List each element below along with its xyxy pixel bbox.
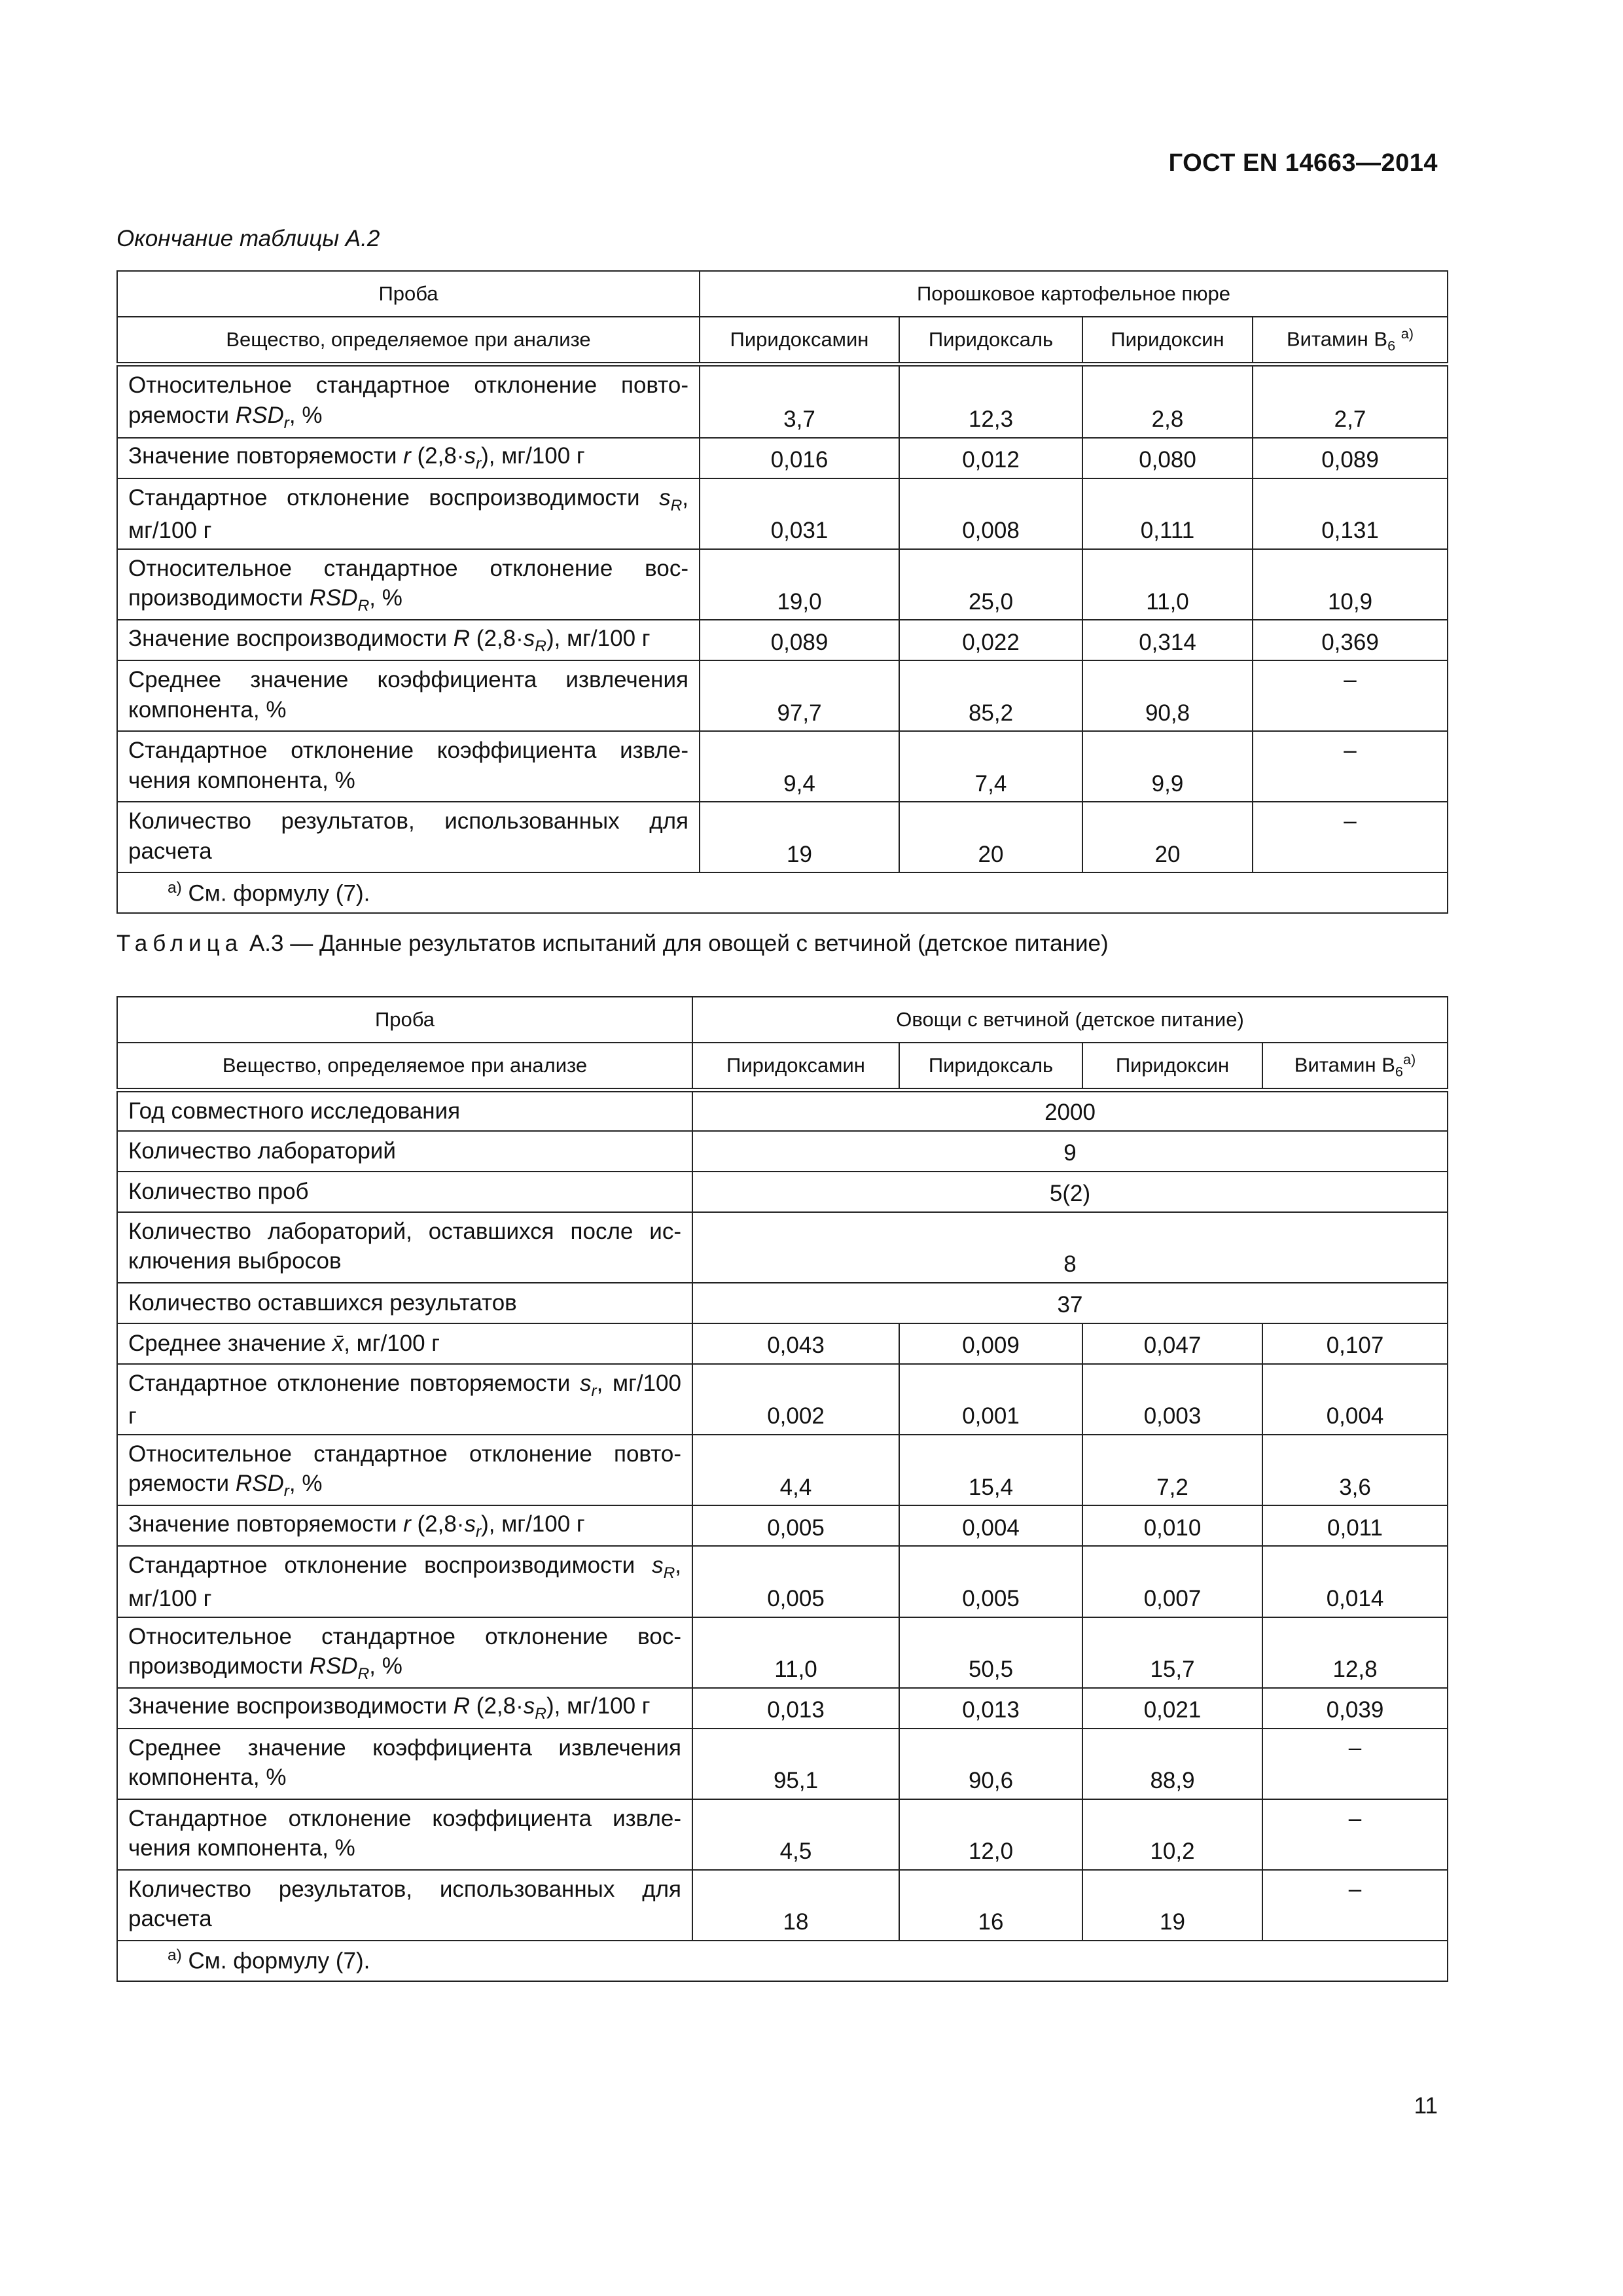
row-label: Значение воспроизводимости R $(2,8\cdot s_R)$, мг/100 г <box>117 620 700 660</box>
row-label: Среднее значение коэффициента извлечения компонента, % <box>117 660 700 731</box>
table-row <box>117 478 1448 549</box>
table-row <box>117 660 1448 731</box>
table-row <box>117 1323 1448 1364</box>
cell-value: 0,012 <box>899 438 1082 478</box>
cell-value: 0,107 <box>1262 1323 1448 1364</box>
row-label: Стандартное отклонение повторяемости $s_r$, мг/100 г <box>117 1364 692 1435</box>
cell-value: 12,0 <box>899 1799 1082 1870</box>
row-label: Количество результатов, использованных для расчета <box>117 802 700 872</box>
table-row <box>117 549 1448 620</box>
row-label: Значение повторяемости r $(2,8\cdot s_r)$, мг/100 г <box>117 438 700 478</box>
cell-value: 0,111 <box>1082 478 1253 549</box>
row-label: Количество оставшихся результатов <box>117 1283 692 1323</box>
table-row <box>117 1364 1448 1435</box>
table-footnote-row <box>117 1941 1448 1981</box>
cell-value: 0,016 <box>700 438 899 478</box>
row-label: Количество лабораторий, оставшихся после ис-ключения выбросов <box>117 1212 692 1283</box>
row-label: Количество лабораторий <box>117 1131 692 1172</box>
header-sample-label: Проба <box>117 997 692 1043</box>
cell-value: 0,004 <box>899 1505 1082 1546</box>
cell-value: 12,8 <box>1262 1617 1448 1688</box>
cell-value: 37 <box>692 1283 1448 1323</box>
table-row <box>117 1212 1448 1283</box>
cell-value: 20 <box>899 802 1082 872</box>
cell-value: – <box>1253 731 1448 802</box>
cell-value: 0,089 <box>1253 438 1448 478</box>
cell-value: 90,6 <box>899 1729 1082 1799</box>
cell-value: 10,2 <box>1082 1799 1262 1870</box>
cell-value: – <box>1262 1729 1448 1799</box>
row-label: Стандартное отклонение коэффициента извле-чения компонента, % <box>117 731 700 802</box>
cell-value: 10,9 <box>1253 549 1448 620</box>
cell-value: 4,5 <box>692 1799 899 1870</box>
table-row <box>117 1283 1448 1323</box>
cell-value: 5(2) <box>692 1172 1448 1212</box>
cell-value: 4,4 <box>692 1435 899 1505</box>
cell-value: 25,0 <box>899 549 1082 620</box>
cell-value: 9,4 <box>700 731 899 802</box>
cell-value: 12,3 <box>899 365 1082 438</box>
row-label: Стандартное отклонение воспроизводимости $s_R$, мг/100 г <box>117 1546 692 1617</box>
cell-value: 11,0 <box>692 1617 899 1688</box>
cell-value: – <box>1262 1799 1448 1870</box>
table-row <box>117 1172 1448 1212</box>
table-a3-header-row-sample <box>117 997 1448 1043</box>
cell-value: 0,004 <box>1262 1364 1448 1435</box>
header-sample-label: Проба <box>117 271 700 317</box>
column-vitamin-b6: Витамин $B_6$ $^{a)}$ <box>1253 317 1448 365</box>
cell-value: 2,8 <box>1082 365 1253 438</box>
cell-value: 0,039 <box>1262 1688 1448 1729</box>
table-a2-caption: Окончание таблицы А.2 <box>116 226 380 251</box>
cell-value: 19 <box>1082 1870 1262 1941</box>
table-row <box>117 1131 1448 1172</box>
column-pyridoxine: Пиридоксин <box>1082 1043 1262 1090</box>
cell-value: 0,021 <box>1082 1688 1262 1729</box>
cell-value: 0,008 <box>899 478 1082 549</box>
row-label: Относительное стандартное отклонение вос-производимости $RSD_R$, % <box>117 549 700 620</box>
cell-value: – <box>1253 660 1448 731</box>
cell-value: 7,4 <box>899 731 1082 802</box>
cell-value: 0,011 <box>1262 1505 1448 1546</box>
cell-value: 0,047 <box>1082 1323 1262 1364</box>
table-row <box>117 1799 1448 1870</box>
cell-value: – <box>1262 1870 1448 1941</box>
cell-value: 85,2 <box>899 660 1082 731</box>
table-row <box>117 438 1448 478</box>
cell-value: 11,0 <box>1082 549 1253 620</box>
row-label: Стандартное отклонение воспроизводимости $s_R$, мг/100 г <box>117 478 700 549</box>
cell-value: 0,089 <box>700 620 899 660</box>
cell-value: 0,005 <box>692 1505 899 1546</box>
cell-value: 97,7 <box>700 660 899 731</box>
row-label: Количество результатов, использованных для расчета <box>117 1870 692 1941</box>
cell-value: 3,7 <box>700 365 899 438</box>
row-label: Количество проб <box>117 1172 692 1212</box>
cell-value: 16 <box>899 1870 1082 1941</box>
cell-value: 7,2 <box>1082 1435 1262 1505</box>
header-sample-name: Порошковое картофельное пюре <box>700 271 1448 317</box>
cell-value: 0,005 <box>692 1546 899 1617</box>
cell-value: 20 <box>1082 802 1253 872</box>
cell-value: 9 <box>692 1131 1448 1172</box>
cell-value: 18 <box>692 1870 899 1941</box>
table-row <box>117 802 1448 872</box>
table-row <box>117 1617 1448 1688</box>
cell-value: 3,6 <box>1262 1435 1448 1505</box>
header-analyte-label: Вещество, определяемое при анализе <box>117 317 700 365</box>
table-a3-caption: Таблица А.3 — Данные результатов испытаний для овощей с ветчиной (детское питание) <box>116 931 1109 956</box>
column-pyridoxamine: Пиридоксамин <box>692 1043 899 1090</box>
cell-value: – <box>1253 802 1448 872</box>
cell-value: 15,4 <box>899 1435 1082 1505</box>
table-row <box>117 1546 1448 1617</box>
column-vitamin-b6: Витамин $B_6^{a)}$ <box>1262 1043 1448 1090</box>
row-label: Значение воспроизводимости R $(2,8\cdot s_R)$, мг/100 г <box>117 1688 692 1729</box>
column-pyridoxal: Пиридоксаль <box>899 1043 1082 1090</box>
header-analyte-label: Вещество, определяемое при анализе <box>117 1043 692 1090</box>
table-row <box>117 1435 1448 1505</box>
cell-value: 0,002 <box>692 1364 899 1435</box>
cell-value: 0,031 <box>700 478 899 549</box>
row-label: Стандартное отклонение коэффициента извле-чения компонента, % <box>117 1799 692 1870</box>
row-label: Год совместного исследования <box>117 1090 692 1131</box>
cell-value: 0,003 <box>1082 1364 1262 1435</box>
table-row <box>117 1870 1448 1941</box>
cell-value: 0,022 <box>899 620 1082 660</box>
cell-value: 0,043 <box>692 1323 899 1364</box>
table-footnote: $^{а)}$ См. формулу (7). <box>117 1941 1448 1981</box>
table-row <box>117 1505 1448 1546</box>
column-pyridoxine: Пиридоксин <box>1082 317 1253 365</box>
cell-value: 0,007 <box>1082 1546 1262 1617</box>
cell-value: 0,009 <box>899 1323 1082 1364</box>
cell-value: 0,131 <box>1253 478 1448 549</box>
table-a2-header-row-analyte <box>117 317 1448 365</box>
cell-value: 90,8 <box>1082 660 1253 731</box>
table-a2 <box>116 270 1448 914</box>
cell-value: 0,001 <box>899 1364 1082 1435</box>
cell-value: 2000 <box>692 1090 1448 1131</box>
table-a3-header-row-analyte <box>117 1043 1448 1090</box>
cell-value: 0,010 <box>1082 1505 1262 1546</box>
cell-value: 0,080 <box>1082 438 1253 478</box>
header-sample-name: Овощи с ветчиной (детское питание) <box>692 997 1448 1043</box>
cell-value: 19,0 <box>700 549 899 620</box>
column-pyridoxamine: Пиридоксамин <box>700 317 899 365</box>
row-label: Среднее значение x̄, мг/100 г <box>117 1323 692 1364</box>
table-a2-header-row-sample <box>117 271 1448 317</box>
cell-value: 88,9 <box>1082 1729 1262 1799</box>
table-row <box>117 365 1448 438</box>
column-pyridoxal: Пиридоксаль <box>899 317 1082 365</box>
cell-value: 2,7 <box>1253 365 1448 438</box>
table-row <box>117 1090 1448 1131</box>
row-label: Среднее значение коэффициента извлечения компонента, % <box>117 1729 692 1799</box>
table-row <box>117 1688 1448 1729</box>
table-row <box>117 731 1448 802</box>
cell-value: 0,013 <box>692 1688 899 1729</box>
cell-value: 95,1 <box>692 1729 899 1799</box>
page-number: 11 <box>1414 2093 1438 2119</box>
cell-value: 0,013 <box>899 1688 1082 1729</box>
cell-value: 50,5 <box>899 1617 1082 1688</box>
cell-value: 0,314 <box>1082 620 1253 660</box>
row-label: Относительное стандартное отклонение повто-ряемости $RSD_r$, % <box>117 1435 692 1505</box>
cell-value: 0,369 <box>1253 620 1448 660</box>
table-row <box>117 620 1448 660</box>
table-a3 <box>116 996 1448 1982</box>
row-label: Значение повторяемости r $(2,8\cdot s_r)$, мг/100 г <box>117 1505 692 1546</box>
table-footnote: $^{а)}$ См. формулу (7). <box>117 872 1448 913</box>
cell-value: 19 <box>700 802 899 872</box>
table-row <box>117 1729 1448 1799</box>
cell-value: 9,9 <box>1082 731 1253 802</box>
cell-value: 15,7 <box>1082 1617 1262 1688</box>
cell-value: 0,014 <box>1262 1546 1448 1617</box>
row-label: Относительное стандартное отклонение вос-производимости $RSD_R$, % <box>117 1617 692 1688</box>
cell-value: 0,005 <box>899 1546 1082 1617</box>
table-footnote-row <box>117 872 1448 913</box>
document-header-code: ГОСТ EN 14663—2014 <box>1168 149 1438 177</box>
cell-value: 8 <box>692 1212 1448 1283</box>
row-label: Относительное стандартное отклонение повто-ряемости $RSD_r$, % <box>117 365 700 438</box>
